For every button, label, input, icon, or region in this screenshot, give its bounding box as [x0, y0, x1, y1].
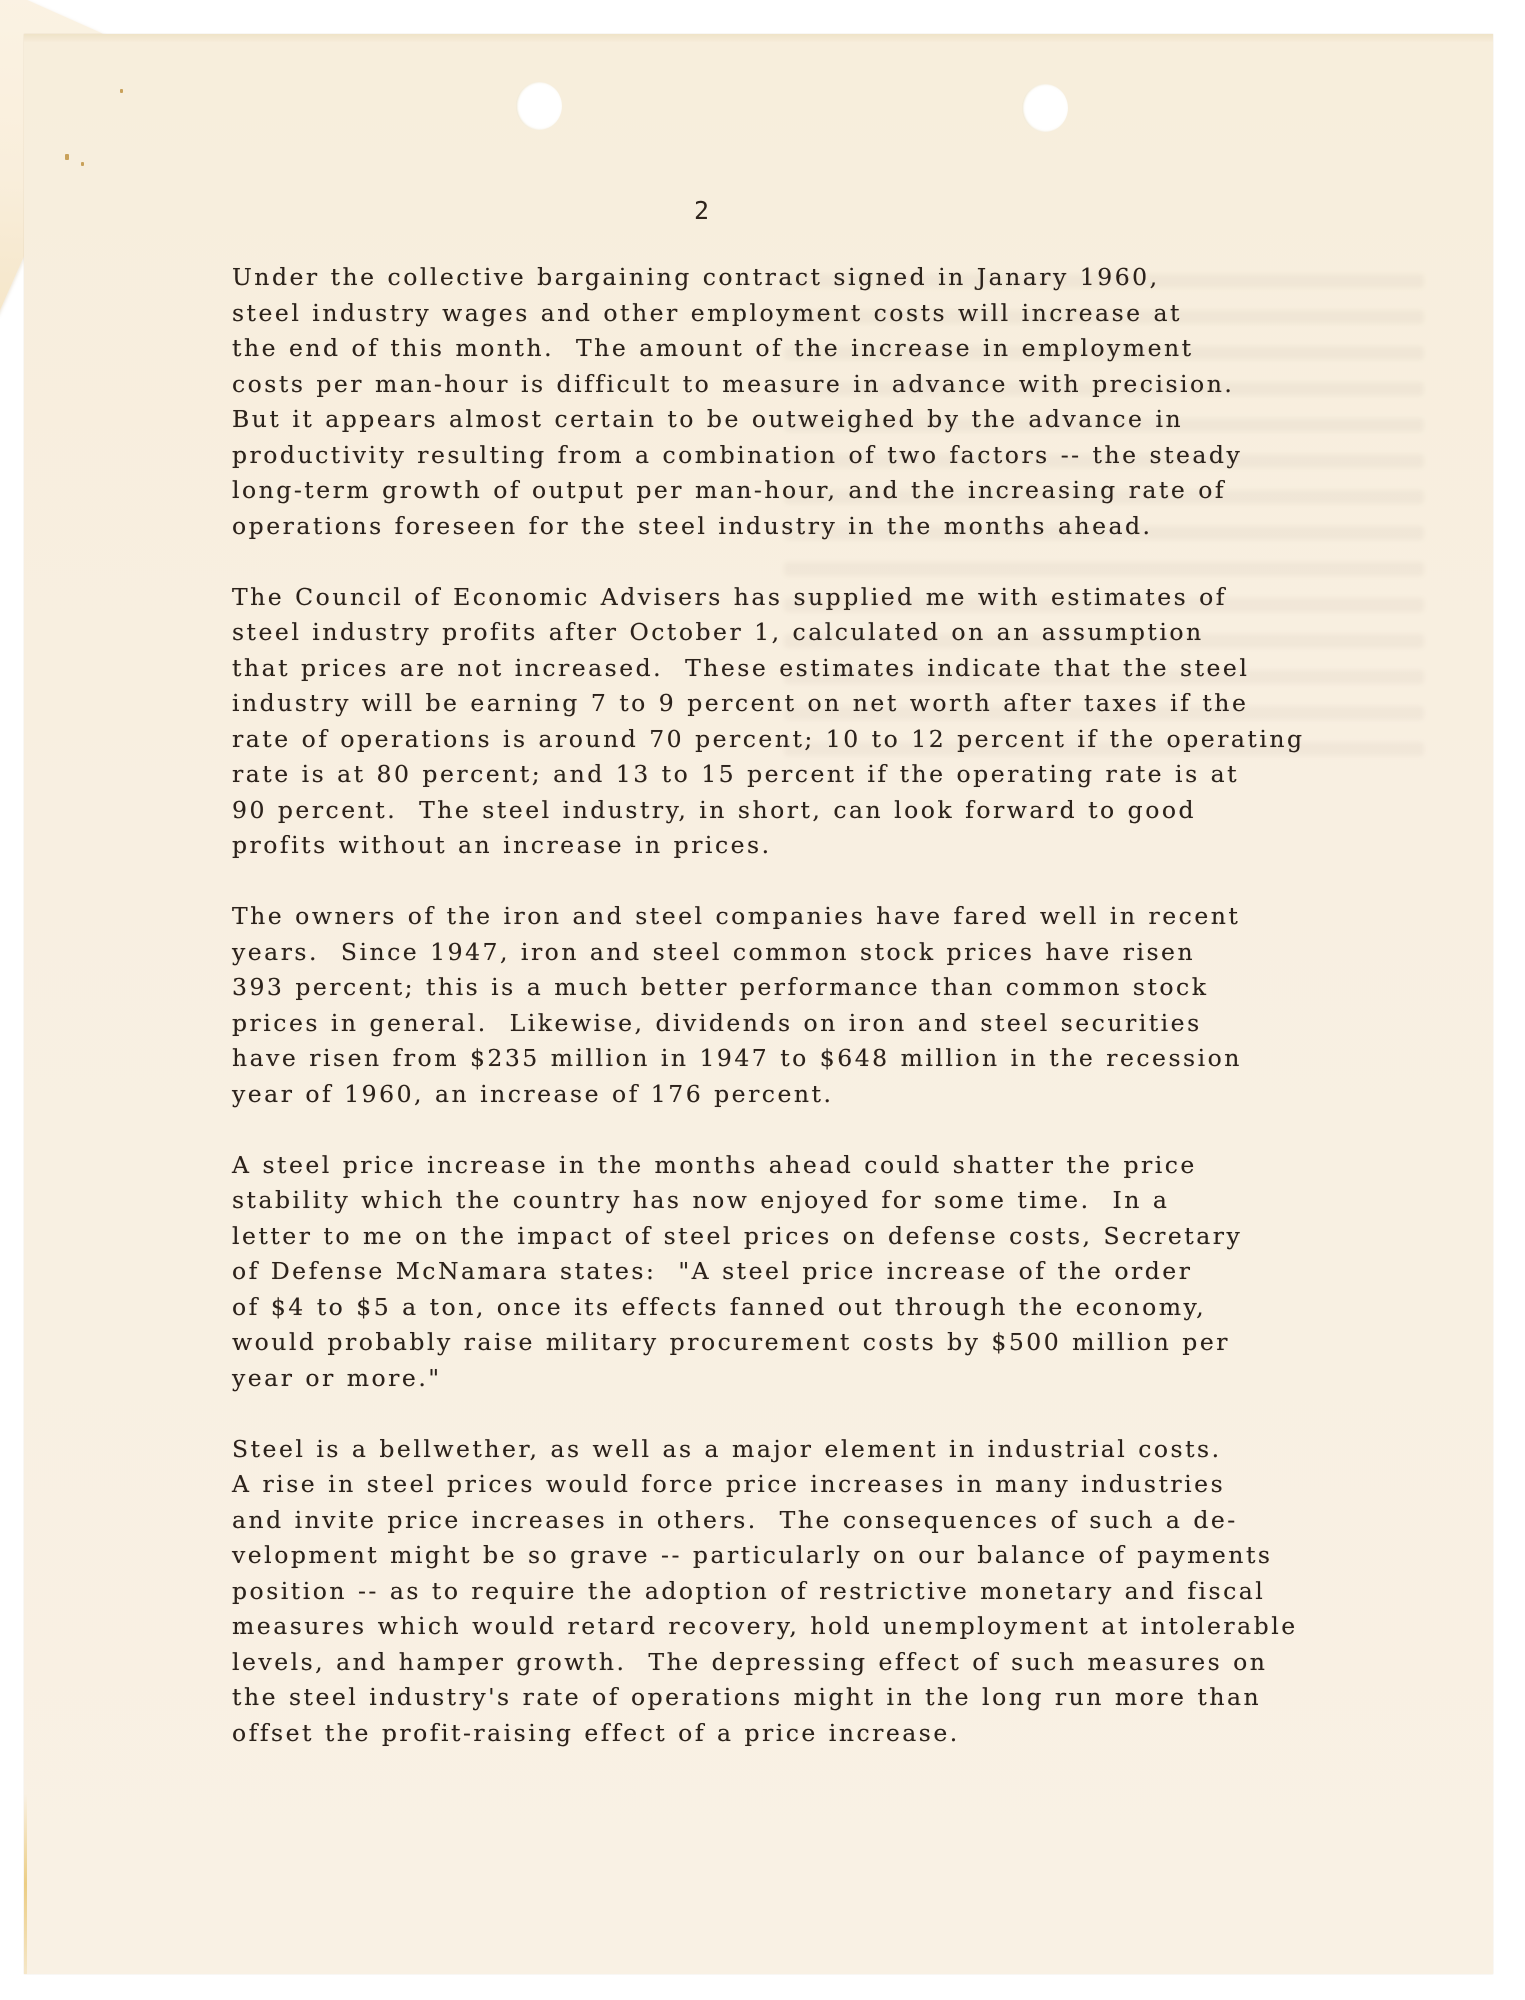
text-line: But it appears almost certain to be outweighed by the advance in	[232, 405, 1184, 433]
text-line: the steel industry's rate of operations might in the long run more than	[232, 1683, 1262, 1711]
text-line: have risen from $235 million in 1947 to $648 million in the recession	[232, 1044, 1242, 1072]
paragraph-1	[232, 260, 1462, 544]
text-line: Steel is a bellwether, as well as a major element in industrial costs.	[232, 1434, 1222, 1463]
text-line: year of 1960, an increase of 176 percent.	[232, 1079, 834, 1108]
paragraph-5	[232, 1432, 1462, 1752]
text-line: productivity resulting from a combination of two factors -- the steady	[232, 440, 1243, 469]
text-line: offset the profit-raising effect of a price increase.	[232, 1718, 960, 1747]
paragraph-2	[232, 580, 1462, 864]
text-line: years. Since 1947, iron and steel common stock prices have risen	[232, 937, 1196, 966]
text-line: long-term growth of output per man-hour, and the increasing rate of	[232, 476, 1227, 504]
text-line: Under the collective bargaining contract signed in Janary 1960,	[232, 263, 1160, 291]
binder-hole-right	[1022, 84, 1068, 132]
letter-body	[232, 260, 1462, 1787]
text-line: position -- as to require the adoption of restrictive monetary and fiscal	[232, 1576, 1266, 1605]
text-line: stability which the country has now enjoyed for some time. In a	[232, 1186, 1170, 1214]
text-line: operations foreseen for the steel industry in the months ahead.	[232, 511, 1153, 540]
text-line: of Defense McNamara states: "A steel price increase of the order	[232, 1257, 1193, 1285]
text-line: of $4 to $5 a ton, once its effects fanned out through the economy,	[232, 1292, 1207, 1321]
paragraph-4	[232, 1148, 1462, 1397]
text-line: levels, and hamper growth. The depressing effect of such measures on	[232, 1647, 1268, 1676]
text-line: steel industry profits after October 1, calculated on an assumption	[232, 618, 1204, 646]
text-line: rate of operations is around 70 percent; 10 to 12 percent if the operating	[232, 724, 1305, 753]
page-left-edge-stain	[24, 1794, 27, 1974]
text-line: year or more."	[232, 1363, 442, 1392]
text-line: The owners of the iron and steel companies have fared well in recent	[232, 902, 1241, 930]
text-line: A rise in steel prices would force price increases in many industries	[232, 1470, 1226, 1498]
paper-speck	[81, 162, 84, 166]
text-line: A steel price increase in the months ahead could shatter the price	[232, 1150, 1197, 1179]
text-line: profits without an increase in prices.	[232, 831, 772, 859]
text-line: prices in general. Likewise, dividends on iron and steel securities	[232, 1008, 1202, 1037]
text-line: the end of this month. The amount of the increase in employment	[232, 334, 1194, 362]
text-line: industry will be earning 7 to 9 percent on net worth after taxes if the	[232, 689, 1249, 717]
text-line: that prices are not increased. These estimates indicate that the steel	[232, 653, 1250, 682]
text-line: letter to me on the impact of steel prices on defense costs, Secretary	[232, 1221, 1243, 1250]
text-line: 393 percent; this is a much better performance than common stock	[232, 973, 1209, 1001]
paper-speck	[120, 89, 123, 93]
page-number: 2	[694, 196, 710, 225]
paragraph-3	[232, 899, 1462, 1112]
text-line: 90 percent. The steel industry, in short, can look forward to good	[232, 795, 1197, 824]
text-line: rate is at 80 percent; and 13 to 15 percent if the operating rate is at	[232, 760, 1240, 788]
text-line: and invite price increases in others. The consequences of such a de-	[232, 1505, 1238, 1534]
text-line: steel industry wages and other employment costs will increase at	[232, 298, 1182, 327]
page-top-edge	[24, 34, 1493, 42]
text-line: The Council of Economic Advisers has supplied me with estimates of	[232, 582, 1227, 611]
paper-speck	[65, 154, 69, 160]
text-line: would probably raise military procurement costs by $500 million per	[232, 1328, 1230, 1356]
text-line: costs per man-hour is difficult to measure in advance with precision.	[232, 369, 1235, 398]
text-line: measures which would retard recovery, hold unemployment at intolerable	[232, 1612, 1298, 1640]
binder-hole-left	[516, 82, 562, 130]
text-line: velopment might be so grave -- particularly on our balance of payments	[232, 1541, 1273, 1569]
